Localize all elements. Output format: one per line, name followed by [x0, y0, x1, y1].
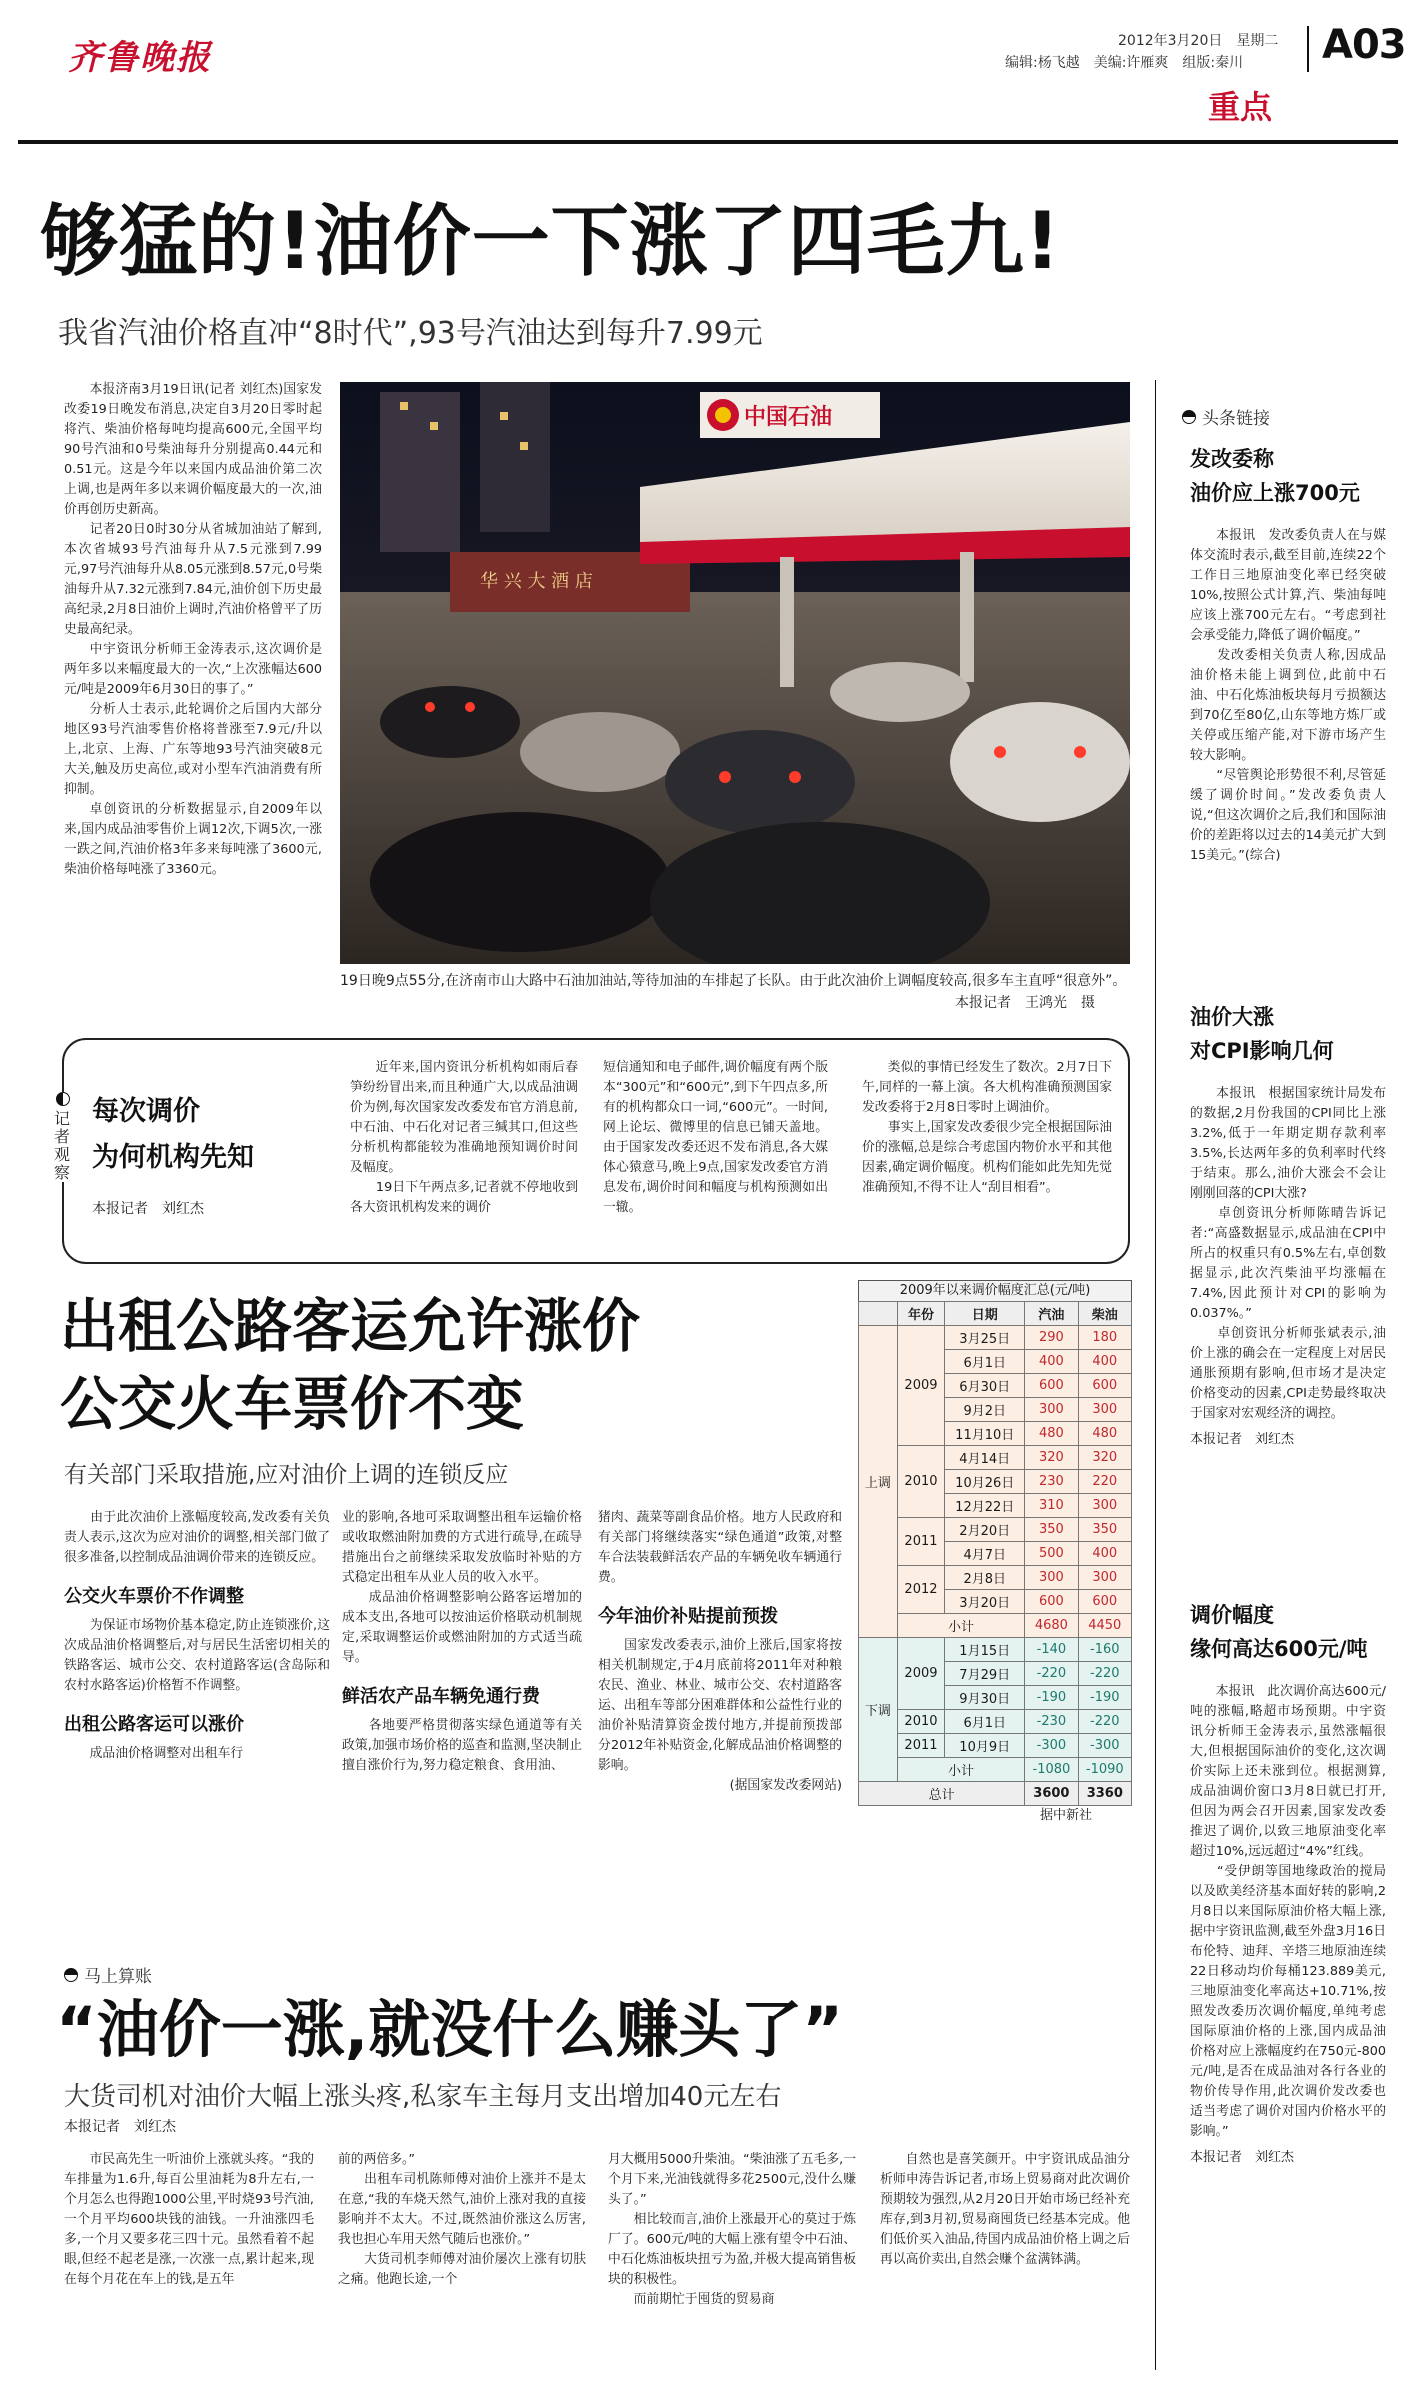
table-gas-cell: 300 — [1025, 1398, 1078, 1422]
table-year-cell: 2012 — [897, 1566, 945, 1614]
table-date-cell: 4月14日 — [945, 1446, 1025, 1470]
observer-col-3: 类似的事情已经发生了数次。2月7日下午,同样的一幕上演。各大机构准确预测国家发改委将于2月8日零时上调油价。 事实上,国家发改委很少完全根据国际油价的涨幅,总是综合考虑国内物价水平和其他因素,确定调价幅度。机构们能如此先知先觉准确预知,不得不让人“刮目相看”。 — [862, 1060, 1112, 1195]
table-gas-cell: 310 — [1025, 1494, 1078, 1518]
sidebar-3-title-1: 调价幅度 — [1190, 1603, 1274, 1627]
story2-para-2: 成品油价格调整对出租车行 — [64, 1746, 244, 1761]
lead-paragraph-1: 本报济南3月19日讯(记者 刘红杰)国家发改委19日晚发布消息,决定自3月20日零时起将汽、柴油价格每吨均提高600元,全国平均90号汽油和0号柴油每升分别提高0.44元和0.51元。这是今年以来国内成品油价第二次上调,也是两年多以来调价幅度最大的一次,油价再创历史新高。 — [64, 382, 322, 517]
sidebar-1-title-2: 油价应上涨700元 — [1190, 481, 1360, 505]
table-date-cell: 6月30日 — [945, 1374, 1025, 1398]
table-gas-cell: 300 — [1025, 1566, 1078, 1590]
sidebar-2-title-1: 油价大涨 — [1190, 1005, 1274, 1029]
table-header-cell: 汽油 — [1025, 1302, 1078, 1326]
story2-title-2: 公交火车票价不变 — [60, 1370, 525, 1438]
table-gas-cell: -230 — [1025, 1710, 1078, 1734]
table-date-cell: 11月10日 — [945, 1422, 1025, 1446]
half-circle-icon — [64, 1968, 78, 1982]
table-total-gas: 3600 — [1025, 1782, 1078, 1806]
table-diesel-cell: 400 — [1078, 1350, 1131, 1374]
main-subtitle: 我省汽油价格直冲“8时代”,93号汽油达到每升7.99元 — [58, 316, 763, 351]
editor-credits: 编辑:杨飞越 美编:许雁爽 组版:秦川 — [1005, 55, 1244, 71]
table-row — [859, 1566, 1132, 1590]
newspaper-logo: 齐鲁晚报 — [68, 38, 212, 78]
table-date-cell: 10月26日 — [945, 1470, 1025, 1494]
table-diesel-cell: 350 — [1078, 1518, 1131, 1542]
table-title: 2009年以来调价幅度汇总(元/吨) — [858, 1280, 1132, 1301]
main-headline: 够猛的!油价一下涨了四毛九! — [40, 197, 1062, 287]
table-diesel-cell: 220 — [1078, 1470, 1131, 1494]
table-gas-cell: -300 — [1025, 1734, 1078, 1758]
petrochina-sign: 中国石油 — [744, 405, 833, 430]
table-diesel-cell: 480 — [1078, 1422, 1131, 1446]
table-row — [859, 1734, 1132, 1758]
table-gas-cell: 290 — [1025, 1326, 1078, 1350]
table-date-cell: 10月9日 — [945, 1734, 1025, 1758]
photo-credit: 本报记者 王鸿光 摄 — [955, 995, 1095, 1011]
sidebar-1-title-1: 发改委称 — [1190, 447, 1274, 471]
story2-title-1: 出租公路客运允许涨价 — [60, 1292, 641, 1360]
sidebar-2-byline: 本报记者 刘红杰 — [1190, 1432, 1295, 1447]
table-year-cell: 2011 — [897, 1734, 945, 1758]
story2-subhead-2: 出租公路客运可以涨价 — [64, 1714, 244, 1735]
table-gas-cell: 600 — [1025, 1374, 1078, 1398]
price-table — [858, 1280, 1132, 1826]
table-diesel-cell: 300 — [1078, 1398, 1131, 1422]
table-gas-cell: 400 — [1025, 1350, 1078, 1374]
table-date-cell: 4月7日 — [945, 1542, 1025, 1566]
photo-caption: 19日晚9点55分,在济南市山大路中石油加油站,等待加油的车排起了长队。由于此次油价上调幅度较高,很多车主直呼“很意外”。 — [340, 973, 1127, 989]
story2-para-1: 为保证市场物价基本稳定,防止连锁涨价,这次成品油价格调整后,对与居民生活密切相关的铁路客运、城市公交、农村道路客运(含岛际和农村水路客运)价格暂不作调整。 — [64, 1618, 330, 1693]
table-subtotal-label: 小计 — [897, 1614, 1025, 1638]
sidebar-section-1 — [1190, 442, 1386, 866]
lead-paragraph-5: 卓创资讯的分析数据显示,自2009年以来,国内成品油零售价上调12次,下调5次,一涨一跌之间,汽油价格3年多来每吨涨了3600元,柴油价格每吨涨了3360元。 — [64, 802, 322, 877]
table-date-cell: 6月1日 — [945, 1350, 1025, 1374]
table-row — [859, 1446, 1132, 1470]
table-gas-cell: -190 — [1025, 1686, 1078, 1710]
story3-tag-label: 马上算账 — [84, 1967, 152, 1987]
news-photo — [340, 382, 1130, 964]
table-up-label: 上调 — [859, 1326, 898, 1638]
table-header-cell — [859, 1302, 898, 1326]
story3-col-1: 市民高先生一听油价上涨就头疼。“我的车排量为1.6升,每百公里油耗为8升左右,一个月怎么也得跑1000公里,平时烧93号汽油,一个月平均600块钱的油钱。一升油涨四毛多,一个月又要多花三四十元。虽然看着不起眼,但经不起老是涨,一次涨一点,累计起来,现在每个月花在车上的钱,是五年 — [64, 2152, 314, 2287]
table-date-cell: 1月15日 — [945, 1638, 1025, 1662]
table-diesel-cell: -220 — [1078, 1710, 1131, 1734]
lead-paragraph-3: 中宇资讯分析师王金涛表示,这次调价是两年多以来幅度最大的一次,“上次涨幅达600元/吨是2009年6月30日的事了。” — [64, 642, 322, 697]
story2-source: (据国家发改委网站) — [729, 1778, 842, 1793]
story2-subhead-1: 公交火车票价不作调整 — [64, 1586, 244, 1607]
table-gas-cell: 230 — [1025, 1470, 1078, 1494]
price-table-grid — [858, 1301, 1132, 1806]
story2-para-5: 猪肉、蔬菜等副食品价格。地方人民政府和有关部门将继续落实“绿色通道”政策,对整车合法装载鲜活农产品的车辆免收车辆通行费。 — [598, 1510, 842, 1585]
observer-title-1: 每次调价 — [92, 1096, 200, 1127]
story3-col-2: 前的两倍多。” 出租车司机陈师傅对油价上涨并不是太在意,“我的车烧天然气,油价上涨对我的直接影响并不太大。不过,既然油价涨这么厉害,我也担心车用天然气随后也涨价。” 大货司机李师傅对油价屡次上涨有切肤之痛。他跑长途,一个 — [338, 2152, 586, 2287]
table-header-cell: 年份 — [897, 1302, 945, 1326]
table-gas-cell: 500 — [1025, 1542, 1078, 1566]
table-header-cell: 柴油 — [1078, 1302, 1131, 1326]
lead-paragraph-2: 记者20日0时30分从省城加油站了解到,本次省城93号汽油每升从7.5元涨到7.99元,97号汽油每升从8.05元涨到8.57元,0号柴油每升从7.32元涨到7.84元,油价创下历史最高纪录,2月8日油价上调时,汽油价格曾平了历史最高纪录。 — [64, 522, 322, 637]
story2-subhead-3: 鲜活农产品车辆免通行费 — [342, 1686, 540, 1707]
hotel-sign: 华 兴 大 酒 店 — [480, 571, 593, 592]
story2-intro: 由于此次油价上涨幅度较高,发改委有关负责人表示,这次为应对油价的调整,相关部门做了很多准备,以控制成品油调价带来的连锁反应。 — [64, 1510, 330, 1565]
table-diesel-cell: -220 — [1078, 1662, 1131, 1686]
story3-col-4: 自然也是喜笑颜开。中宇资讯成品油分析师申涛告诉记者,市场上贸易商对此次调价预期较为强烈,从2月20日开始市场已经补充库存,到3月初,贸易商囤货已经基本完成。他们低价买入油品,待国内成品油价格上调之后再以高价卖出,自然会赚个盆满钵满。 — [880, 2152, 1130, 2267]
table-subtotal-row — [859, 1758, 1132, 1782]
story2-para-3: 业的影响,各地可采取调整出租车运输价格或收取燃油附加费的方式进行疏导,在疏导措施出台之前继续采取发放临时补贴的方式稳定出租车从业人员的收入水平。 成品油价格调整影响公路客运增加的成本支出,各地可以按油运价格联动机制规定,采取调整运价或燃油附加的方式适当疏导。 — [342, 1510, 582, 1665]
table-header-row — [859, 1302, 1132, 1326]
table-gas-cell: -220 — [1025, 1662, 1078, 1686]
table-date-cell: 3月25日 — [945, 1326, 1025, 1350]
table-date-cell: 3月20日 — [945, 1590, 1025, 1614]
table-date-cell: 7月29日 — [945, 1662, 1025, 1686]
sidebar-section-3 — [1190, 1598, 1386, 2165]
table-year-cell: 2009 — [897, 1638, 945, 1710]
story2-para-6: 国家发改委表示,油价上涨后,国家将按相关机制规定,于4月底前将2011年对种粮农民、渔业、林业、城市公交、农村道路客运、出租车等部分困难群体和公益性行业的油价补贴清算资金拨付地方,并提前预拨部分2012年补贴资金,化解成品油价格调整的影响。 — [598, 1638, 842, 1773]
table-diesel-cell: 600 — [1078, 1590, 1131, 1614]
table-subtotal-gas: 4680 — [1025, 1614, 1078, 1638]
story3-title: “油价一涨,就没什么赚头了” — [56, 1993, 844, 2066]
table-gas-cell: 600 — [1025, 1590, 1078, 1614]
table-date-cell: 9月30日 — [945, 1686, 1025, 1710]
sidebar-2-title-2: 对CPI影响几何 — [1190, 1039, 1334, 1063]
story2-col-2 — [342, 1508, 582, 1776]
table-date-cell: 9月2日 — [945, 1398, 1025, 1422]
sidebar-3-title-2: 缘何高达600元/吨 — [1190, 1637, 1368, 1661]
table-year-cell: 2010 — [897, 1446, 945, 1518]
table-subtotal-row — [859, 1614, 1132, 1638]
table-subtotal-label: 小计 — [897, 1758, 1025, 1782]
sidebar-divider — [1155, 380, 1156, 2370]
section-label: 重点 — [1208, 88, 1273, 126]
table-row — [859, 1710, 1132, 1734]
sidebar-1-text: 本报讯 发改委负责人在与媒体交流时表示,截至目前,连续22个工作日三地原油变化率已经突破10%,按照公式计算,汽、柴油每吨应该上涨700元左右。“考虑到社会承受能力,降低了调价幅度。” 发改委相关负责人称,因成品油价格未能上调到位,此前中石油、中石化炼油板块每月亏损额达到70亿至80亿,山东等地方炼厂或关停或压缩产能,对下游市场产生较大影响。 “尽管舆论形势很不利,尽管延缓了调价时间。”发改委负责人说,“但这次调价之后,我们和国际油价的差距将以过去的14美元扩大到15美元。”(综合) — [1190, 528, 1386, 863]
sidebar-2-text: 本报讯 根据国家统计局发布的数据,2月份我国的CPI同比上涨3.2%,低于一年期定期存款利率3.5%,长达两年多的负利率时代终于结束。那么,油价大涨会不会让刚刚回落的CPI大涨? 卓创资讯分析师陈晴告诉记者:“高盛数据显示,成品油在CPI中所占的权重只有0.5%左右,卓创数据显示,此次汽柴油平均涨幅在7.4%,因此预计对CPI的影响为0.037%。” 卓创资讯分析师张斌表示,油价上涨的确会在一定程度上对居民通胀预期有影响,但市场才是决定价格变动的因素,CPI走势最终取决于国家对宏观经济的调控。 — [1190, 1086, 1386, 1421]
table-total-row — [859, 1782, 1132, 1806]
story2-subhead-4: 今年油价补贴提前预拨 — [598, 1606, 778, 1627]
table-diesel-cell: 180 — [1078, 1326, 1131, 1350]
observer-col-1: 近年来,国内资讯分析机构如雨后春笋纷纷冒出来,而且种通广大,以成品油调价为例,每次国家发改委发布官方消息前,中石油、中石化对记者三缄其口,但这些分析机构都能较为准确地预知调价时间及幅度。 19日下午两点多,记者就不停地收到各大资讯机构发来的调价 — [350, 1060, 578, 1215]
table-subtotal-gas: -1080 — [1025, 1758, 1078, 1782]
table-date-cell: 2月20日 — [945, 1518, 1025, 1542]
table-source: 据中新社 — [1039, 1808, 1092, 1823]
table-year-cell: 2011 — [897, 1518, 945, 1566]
table-diesel-cell: 400 — [1078, 1542, 1131, 1566]
table-header-cell: 日期 — [945, 1302, 1025, 1326]
lead-paragraph-4: 分析人士表示,此轮调价之后国内大部分地区93号汽油零售价格将普涨至7.9元/升以上,北京、上海、广东等地93号汽油突破8元大关,触及历史高位,或对小型车汽油消费有所抑制。 — [64, 702, 322, 797]
half-circle-icon — [56, 1092, 70, 1106]
table-gas-cell: 480 — [1025, 1422, 1078, 1446]
masthead-divider — [1307, 26, 1309, 72]
table-diesel-cell: -190 — [1078, 1686, 1131, 1710]
sidebar-tag — [1182, 404, 1270, 429]
observer-tag-label: 记者观察 — [54, 1109, 71, 1182]
gas-station-photo — [340, 382, 1130, 964]
table-subtotal-diesel: -1090 — [1078, 1758, 1131, 1782]
lead-story — [64, 380, 322, 880]
observer-col-2: 短信通知和电子邮件,调价幅度有两个版本“300元”和“600元”,到下午四点多,所有的机构都众口一词,“600元”。一时间,网上论坛、微博里的信息已铺天盖地。由于国家发改委还迟不发布消息,各大媒体心猿意马,晚上9点,国家发改委官方消息发布,调价时间和幅度与机构预测如出一辙。 — [603, 1060, 828, 1215]
table-year-cell: 2010 — [897, 1710, 945, 1734]
story2-para-4: 各地要严格贯彻落实绿色通道等有关政策,加强市场价格的巡查和监测,坚决制止擅自涨价行为,努力稳定粮食、食用油、 — [342, 1718, 582, 1773]
story3-subtitle: 大货司机对油价大幅上涨头疼,私家车主每月支出增加40元左右 — [64, 2082, 782, 2112]
issue-date: 2012年3月20日 星期二 — [1118, 33, 1279, 49]
table-row — [859, 1326, 1132, 1350]
top-rule — [18, 140, 1398, 144]
observer-byline: 本报记者 刘红杰 — [92, 1201, 204, 1217]
lead-byline: 本报济南3月19日讯(记者 刘红杰) — [89, 382, 284, 397]
table-date-cell: 2月8日 — [945, 1566, 1025, 1590]
table-subtotal-diesel: 4450 — [1078, 1614, 1131, 1638]
story2-subtitle: 有关部门采取措施,应对油价上调的连锁反应 — [64, 1462, 509, 1488]
table-diesel-cell: 300 — [1078, 1566, 1131, 1590]
masthead — [0, 0, 1417, 140]
table-diesel-cell: -300 — [1078, 1734, 1131, 1758]
sidebar-3-text: 本报讯 此次调价高达600元/吨的涨幅,略超市场预期。中宇资讯分析师王金涛表示,虽然涨幅很大,但根据国际油价的变化,这次调价实际上还未涨到位。根据测算,成品油调价窗口3月8日就已打开,但因为两会召开因素,国家发改委推迟了调价,以致三地原油变化率超过10%,远远超过“4%”红线。 “受伊朗等国地缘政治的搅局以及欧美经济基本面好转的影响,2月8日以来国际原油价格大幅上涨,据中宇资讯监测,截至外盘3月16日布伦特、迪拜、辛塔三地原油连续22日移动均价每桶123.889美元,三地原油变化率高达+10.71%,按照发改委历次调价幅度,单纯考虑国际原油价格的上涨,国内成品油价格对应上涨幅度约在750元-800元/吨,是否在成品油对各行各业的物价传导作用,此次调价发改委也适当考虑了调价对国内价格水平的影响。” — [1190, 1684, 1386, 2139]
sidebar-3-byline: 本报记者 刘红杰 — [1190, 2150, 1295, 2165]
table-date-cell: 12月22日 — [945, 1494, 1025, 1518]
story3-tag — [64, 1962, 152, 1987]
table-total-diesel: 3360 — [1078, 1782, 1131, 1806]
story2-col-1 — [64, 1508, 330, 1764]
observer-title-2: 为何机构先知 — [92, 1142, 254, 1173]
sidebar-tag-label: 头条链接 — [1202, 409, 1270, 429]
page-number: A03 — [1322, 22, 1406, 68]
observer-tag — [52, 1092, 74, 1182]
story3-col-3: 月大概用5000升柴油。“柴油涨了五毛多,一个月下来,光油钱就得多花2500元,没什么赚头了。” 相比较而言,油价上涨最开心的莫过于炼厂了。600元/吨的大幅上涨有望令中石油、中石化炼油板块扭亏为盈,并极大提高销售板块的积极性。 而前期忙于囤货的贸易商 — [608, 2152, 857, 2307]
table-total-label: 总计 — [859, 1782, 1025, 1806]
story3-byline: 本报记者 刘红杰 — [64, 2119, 176, 2135]
half-circle-icon — [1182, 410, 1196, 424]
table-row — [859, 1518, 1132, 1542]
table-date-cell: 6月1日 — [945, 1710, 1025, 1734]
table-diesel-cell: 600 — [1078, 1374, 1131, 1398]
table-diesel-cell: -160 — [1078, 1638, 1131, 1662]
table-down-label: 下调 — [859, 1638, 898, 1782]
table-gas-cell: -140 — [1025, 1638, 1078, 1662]
table-year-cell: 2009 — [897, 1326, 945, 1446]
table-row — [859, 1638, 1132, 1662]
table-gas-cell: 320 — [1025, 1446, 1078, 1470]
table-diesel-cell: 320 — [1078, 1446, 1131, 1470]
table-gas-cell: 350 — [1025, 1518, 1078, 1542]
story2-col-3 — [598, 1508, 842, 1796]
table-diesel-cell: 300 — [1078, 1494, 1131, 1518]
sidebar-section-2 — [1190, 1000, 1386, 1447]
